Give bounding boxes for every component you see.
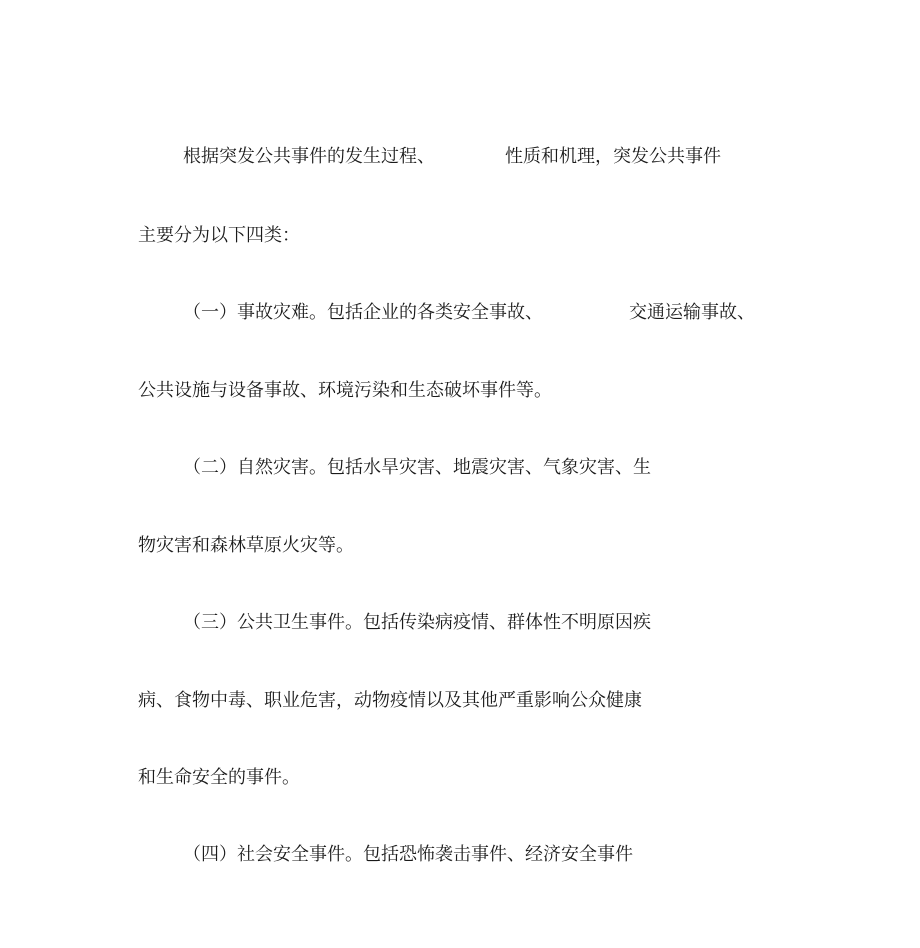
text-segment: （一）事故灾难。包括企业的各类安全事故、: [183, 302, 543, 323]
text-segment: 和生命安全的事件。: [138, 767, 300, 788]
text-segment: 病、食物中毒、职业危害，动物疫情以及其他严重影响公众健康: [138, 690, 642, 711]
text-segment: 性质和机理，突发公共事件: [505, 146, 721, 167]
text-segment: （三）公共卫生事件。包括传染病疫情、群体性不明原因疾: [183, 612, 651, 633]
text-segment: （四）社会安全事件。包括恐怖袭击事件、经济安全事件: [183, 844, 633, 865]
text-segment: 公共设施与设备事故、环境污染和生态破坏事件等。: [138, 380, 552, 401]
text-segment: 根据突发公共事件的发生过程、: [183, 146, 435, 167]
text-segment: 主要分为以下四类：: [138, 225, 300, 246]
text-segment: 交通运输事故、: [629, 302, 755, 323]
text-segment: （二）自然灾害。包括水旱灾害、地震灾害、气象灾害、生: [183, 457, 651, 478]
text-segment: 物灾害和森林草原火灾等。: [138, 535, 354, 556]
